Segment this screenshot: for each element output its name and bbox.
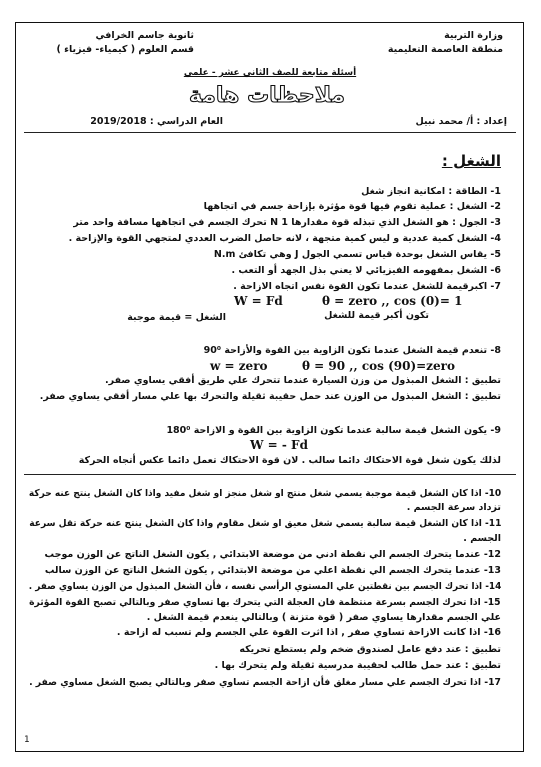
formula-work: W = Fd xyxy=(234,294,283,308)
list-item: 7- اكبرقيمة للشغل عندما تكون القوة نفس اتجاه الازاحة . xyxy=(233,281,501,292)
formula-angle-ninety: θ = 90 ,, cos (90)=zero xyxy=(302,359,455,373)
list-item-continued: الجسم . xyxy=(463,533,501,544)
list-item: 17- اذا تحرك الجسم علي مسار مغلق فأن ازاحة الجسم تساوي صفر وبالتالي يصبح الشغل مساوي صفر . xyxy=(29,677,501,688)
list-item: 5- يقاس الشغل بوحدة قياس تسمي الجول J وهي تكافئ N.m xyxy=(213,249,501,260)
page-number: 1 xyxy=(24,735,30,745)
author-line: إعداد : أ/ محمد نبيل xyxy=(415,116,507,127)
header-divider xyxy=(24,132,516,133)
list-item: 11- اذا كان الشغل قيمة سالبة يسمي شغل معيق او شغل مقاوم واذا كان الشغل ينتج عنه حركة تقل سرعة xyxy=(28,518,501,529)
formula-negative-work: W = - Fd xyxy=(250,438,308,452)
application-item: تطبيق : عند حمل طالب لحقيبة مدرسية ثقيلة ولم يتحرك بها . xyxy=(214,660,501,671)
application-item: تطبيق : عند دفع عامل لصندوق ضخم ولم يستطع تحريكه xyxy=(239,644,501,655)
list-item: 16- اذا كانت الازاحة تساوي صفر , اذا اثرت القوة علي الجسم ولم تسبب له ازاحة . xyxy=(116,627,501,638)
formula-work-zero: w = zero xyxy=(210,359,268,373)
worksheet-subtitle: أسئلة متابعة للصف الثاني عشر - علمي xyxy=(183,68,357,78)
section-divider xyxy=(24,474,516,475)
friction-note: لذلك يكون شغل قوة الاحتكاك دائما سالب . لان قوة الاحتكاك تعمل دائما عكس أتجاه الحركة xyxy=(78,455,501,466)
application-item: تطبيق : الشغل المبذول من الوزن عند حمل حقيبة ثقيلة والتحرك بها علي مسار أفقي يساوي صفر. xyxy=(39,391,501,402)
department-name: قسم العلوم ( كيمياء- فيزياء ) xyxy=(56,44,194,55)
list-item: 4- الشغل كمية عددية و ليس كمية متجهة ، لانه حاصل الضرب العددي لمتجهي القوة والإزاحة . xyxy=(68,233,501,244)
district-name: منطقة العاصمة التعليمية xyxy=(387,44,503,55)
school-name: ثانوية جاسم الخرافي xyxy=(95,30,194,41)
list-item: 14- اذا تحرك الجسم بين نقطتين علي المستوي الرأسي نفسه ، فأن الشغل المبذول من الوزن يساوي صفر . xyxy=(28,581,501,592)
list-item: 1- الطاقة : امكانية انجاز شغل xyxy=(361,186,501,197)
positive-work-note: الشغل = قيمة موجبة xyxy=(127,312,226,323)
list-item: 15- اذا تحرك الجسم بسرعة منتظمة فان العجلة التي يتحرك بها تساوي صفر وبالتالي تصبح القوة المؤثرة xyxy=(29,597,501,608)
title-box xyxy=(172,83,362,111)
list-item: 8- تنعدم قيمة الشغل عندما تكون الزاوية بين القوة والأزاحة 90⁰ xyxy=(203,345,501,356)
list-item: 10- اذا كان الشغل قيمة موجبة يسمي شغل منتج او شغل منجز او شغل مفيد واذا كان الشغل ينتج عنه حركة xyxy=(28,488,501,499)
formula-angle-zero: θ = zero ,, cos (0)= 1 xyxy=(322,294,463,308)
list-item: 6- الشغل بمفهومه الفيزيائي لا يعني بذل الجهد أو التعب . xyxy=(231,265,501,276)
list-item: 3- الجول : هو الشغل الذي تبذله قوة مقدارها N 1 تحرك الجسم في اتجاهها مسافة واحد متر xyxy=(73,217,501,228)
max-work-note: تكون أكبر قيمة للشغل xyxy=(324,310,429,321)
academic-year: العام الدراسي : 2019/2018 xyxy=(90,116,223,127)
list-item-continued: تزداد سرعة الجسم . xyxy=(406,502,501,513)
list-item: 2- الشغل : عملية تقوم فيها قوة مؤثرة بإزاحة جسم في اتجاهها xyxy=(203,201,501,212)
list-item: 13- عندما يتحرك الجسم الي نقطة اعلي من موضعة الابتدائي , يكون الشغل الناتج عن الوزن سالب xyxy=(44,565,501,576)
list-item: 12- عندما يتحرك الجسم الي نقطة ادني من موضعة الابتدائي , يكون الشغل الناتج عن الوزن موجب xyxy=(44,549,501,560)
page-title: ملاحظات هامة xyxy=(188,83,346,108)
application-item: تطبيق : الشغل المبذول من وزن السيارة عندما تتحرك علي طريق أفقي يساوي صفر. xyxy=(105,375,501,386)
list-item-continued: علي الجسم مقدارها يساوي صفر ( قوة متزنة ) وبالتالي ينعدم قيمة الشغل . xyxy=(146,612,501,623)
list-item: 9- يكون الشغل قيمة سالبة عندما تكون الزاوية بين القوة و الازاحة 180⁰ xyxy=(166,425,501,436)
section-heading: الشغل : xyxy=(441,152,501,170)
ministry-name: وزارة التربية xyxy=(444,30,503,41)
